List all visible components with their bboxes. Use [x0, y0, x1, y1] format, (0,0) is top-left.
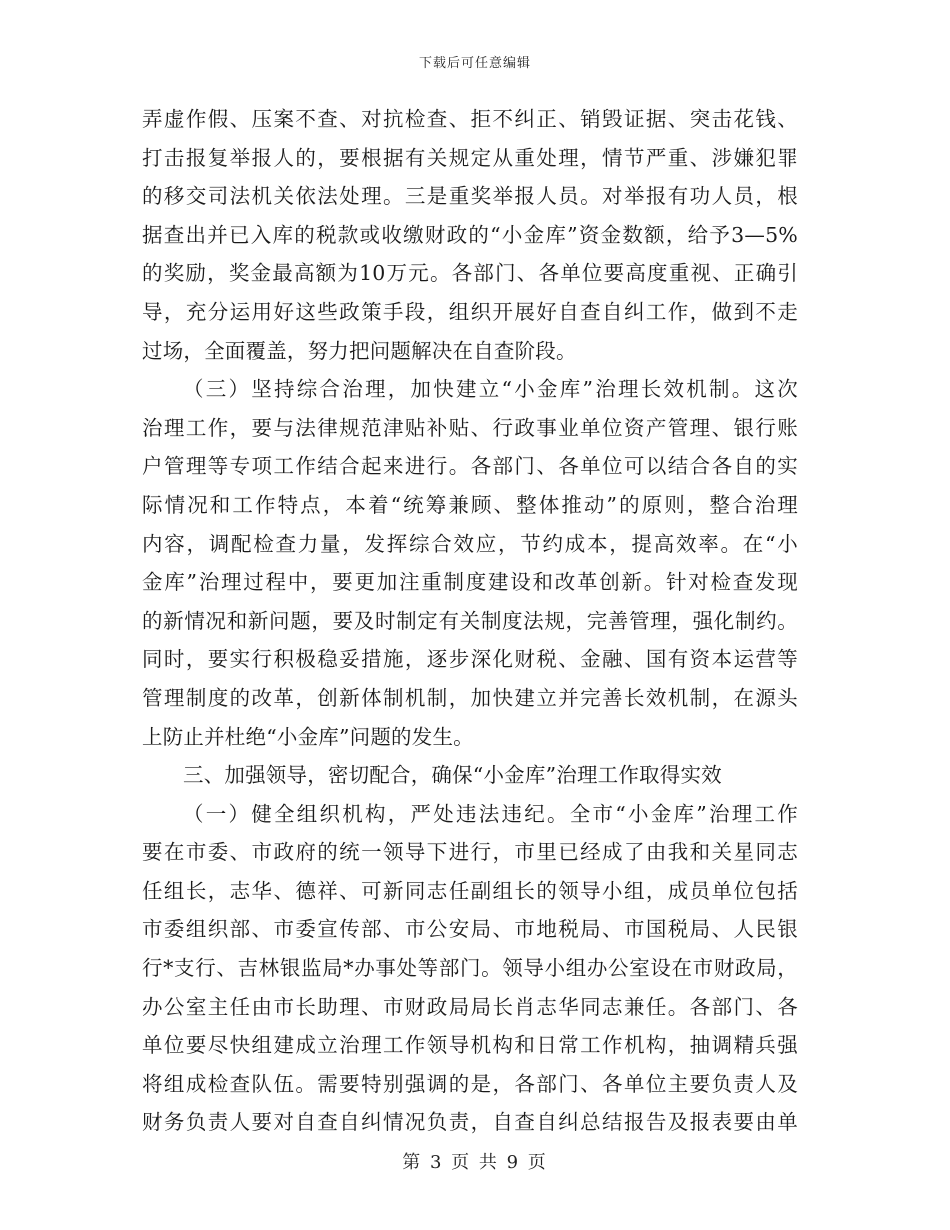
- body-line: 市委组织部、市委宣传部、市公安局、市地税局、市国税局、人民银: [142, 917, 798, 942]
- document-body: [142, 100, 798, 1142]
- body-line: 据查出并已入库的税款或收缴财政的“小金库”资金数额，给予3—5%: [142, 222, 798, 247]
- section-heading: 三、加强领导，密切配合，确保“小金库”治理工作取得实效: [183, 763, 722, 788]
- body-line: 金库”治理过程中，要更加注重制度建设和改革创新。针对检查发现: [142, 570, 798, 595]
- body-line: 同时，要实行积极稳妥措施，逐步深化财税、金融、国有资本运营等: [142, 647, 798, 672]
- body-line: 行*支行、吉林银监局*办事处等部门。领导小组办公室设在市财政局，: [142, 956, 798, 981]
- body-line: 的新情况和新问题，要及时制定有关制度法规，完善管理，强化制约。: [142, 608, 798, 633]
- body-line: 单位要尽快组建成立治理工作领导机构和日常工作机构，抽调精兵强: [142, 1033, 798, 1058]
- body-line: 内容，调配检查力量，发挥综合效应，节约成本，提高效率。在“小: [142, 531, 798, 556]
- page-header: 下载后可任意编辑: [418, 56, 531, 71]
- body-line: 将组成检查队伍。需要特别强调的是，各部门、各单位主要负责人及: [142, 1071, 798, 1096]
- body-line: 任组长，志华、德祥、可新同志任副组长的领导小组，成员单位包括: [142, 878, 798, 903]
- body-line: 财务负责人要对自查自纠情况负责，自查自纠总结报告及报表要由单: [142, 1110, 798, 1135]
- body-line: 上防止并杜绝“小金库”问题的发生。: [142, 724, 474, 749]
- body-line: 的奖励，奖金最高额为10万元。各部门、各单位要高度重视、正确引: [142, 261, 798, 286]
- body-line: 导，充分运用好这些政策手段，组织开展好自查自纠工作，做到不走: [142, 299, 798, 324]
- body-line: 办公室主任由市长助理、市财政局局长肖志华同志兼任。各部门、各: [142, 994, 798, 1019]
- body-line: 际情况和工作特点，本着“统筹兼顾、整体推动”的原则，整合治理: [142, 492, 798, 517]
- page-number: 第 3 页 共 9 页: [402, 1152, 548, 1173]
- body-line: 管理制度的改革，创新体制机制，加快建立并完善长效机制，在源头: [142, 685, 798, 710]
- body-line: （三）坚持综合治理，加快建立“小金库”治理长效机制。这次: [183, 377, 798, 402]
- body-line: 过场，全面覆盖，努力把问题解决在自查阶段。: [142, 338, 577, 363]
- body-line: 打击报复举报人的，要根据有关规定从重处理，情节严重、涉嫌犯罪: [142, 145, 798, 170]
- body-line: 要在市委、市政府的统一领导下进行，市里已经成了由我和关星同志: [142, 840, 798, 865]
- body-line: 的移交司法机关依法处理。三是重奖举报人员。对举报有功人员，根: [142, 184, 798, 209]
- body-line: 治理工作，要与法律规范津贴补贴、行政事业单位资产管理、银行账: [142, 415, 798, 440]
- body-line: 弄虚作假、压案不查、对抗检查、拒不纠正、销毁证据、突击花钱、: [142, 107, 798, 131]
- body-line: 户管理等专项工作结合起来进行。各部门、各单位可以结合各自的实: [142, 454, 798, 479]
- body-line: （一）健全组织机构，严处违法违纪。全市“小金库”治理工作: [183, 801, 798, 826]
